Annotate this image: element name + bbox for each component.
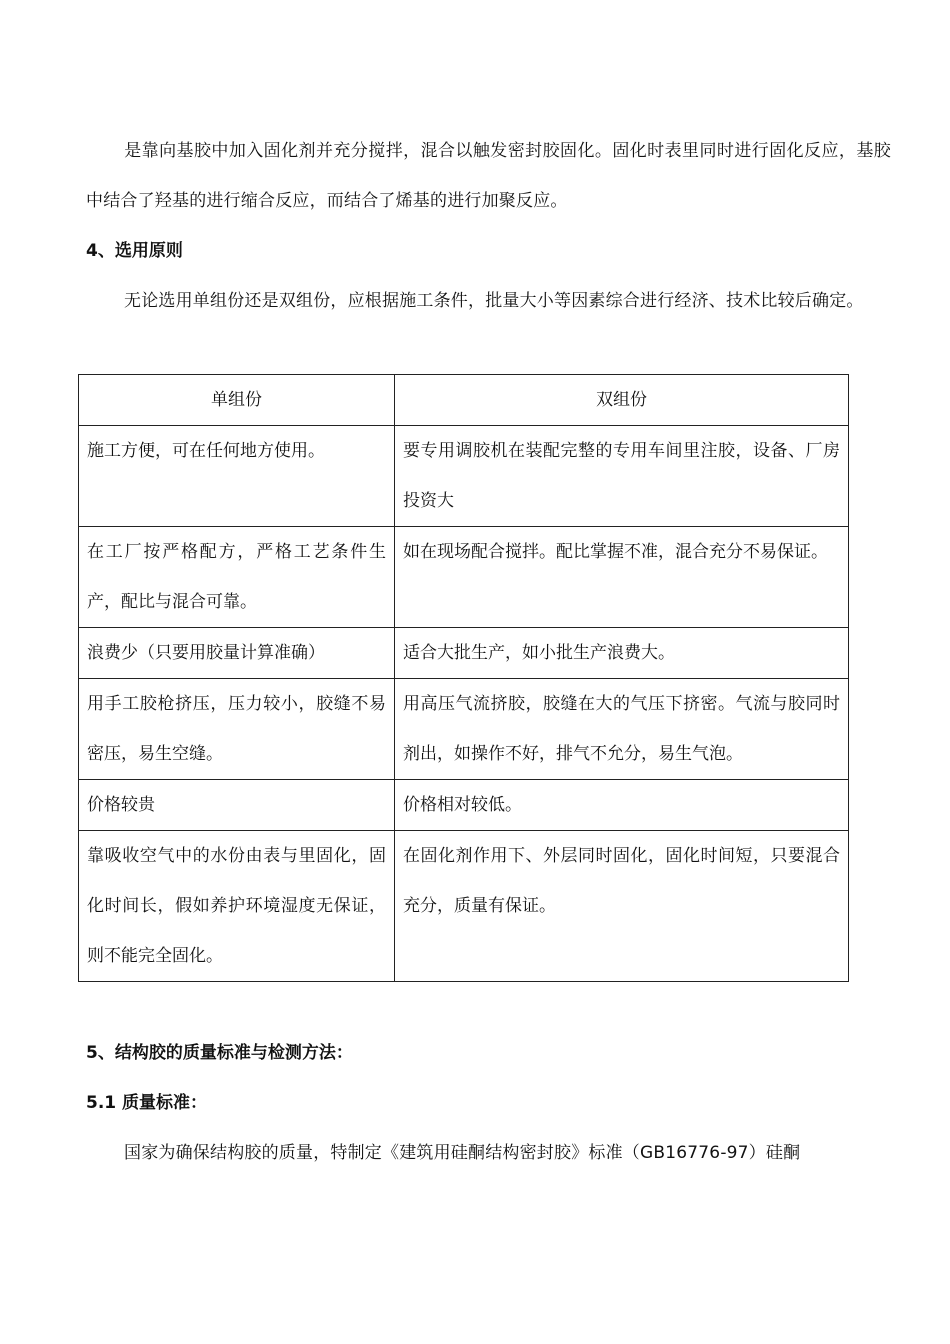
- table-row: [79, 527, 849, 628]
- table-cell: 如在现场配合搅拌。配比掌握不准，混合充分不易保证。: [395, 527, 849, 628]
- intro-paragraph-text: 是靠向基胶中加入固化剂并充分搅拌，混合以触发密封胶固化。固化时表里同时进行固化反应，基胶中结合了羟基的进行缩合反应，而结合了烯基的进行加聚反应。: [86, 141, 891, 211]
- comparison-table: [78, 374, 849, 982]
- header-two-component: 双组份: [395, 375, 849, 426]
- table-row: [79, 426, 849, 527]
- section-5-heading: 5、结构胶的质量标准与检测方法：: [86, 1043, 353, 1063]
- table-cell: 靠吸收空气中的水份由表与里固化，固化时间长，假如养护环境湿度无保证，则不能完全固化。: [79, 831, 395, 982]
- table-cell: 施工方便，可在任何地方使用。: [79, 426, 395, 527]
- table-cell: 价格较贵: [79, 780, 395, 831]
- table-row: [79, 831, 849, 982]
- table-cell: 用高压气流挤胶，胶缝在大的气压下挤密。气流与胶同时剂出，如操作不好，排气不允分，易生气泡。: [395, 679, 849, 780]
- section-4-heading: 4、选用原则: [86, 241, 183, 261]
- header-single-component: 单组份: [79, 375, 395, 426]
- section-5-1-paragraph-text: 国家为确保结构胶的质量，特制定《建筑用硅酮结构密封胶》标准（GB16776-97）硅酮: [124, 1143, 801, 1163]
- section-4-paragraph: [86, 276, 891, 326]
- intro-paragraph: [86, 126, 891, 226]
- table-cell: 用手工胶枪挤压，压力较小，胶缝不易密压，易生空缝。: [79, 679, 395, 780]
- table-cell: 在工厂按严格配方，严格工艺条件生产，配比与混合可靠。: [79, 527, 395, 628]
- table-cell: 在固化剂作用下、外层同时固化，固化时间短，只要混合充分，质量有保证。: [395, 831, 849, 982]
- table-cell: 适合大批生产，如小批生产浪费大。: [395, 628, 849, 679]
- table-header-row: [79, 375, 849, 426]
- table-row: [79, 628, 849, 679]
- section-5-1-heading: 5.1 质量标准：: [86, 1093, 208, 1113]
- table-cell: 要专用调胶机在装配完整的专用车间里注胶，设备、厂房投资大: [395, 426, 849, 527]
- table-cell: 价格相对较低。: [395, 780, 849, 831]
- table-cell: 浪费少（只要用胶量计算准确）: [79, 628, 395, 679]
- table-row: [79, 679, 849, 780]
- section-5-1-paragraph: [86, 1128, 891, 1178]
- table-row: [79, 780, 849, 831]
- section-4-paragraph-text: 无论选用单组份还是双组份，应根据施工条件，批量大小等因素综合进行经济、技术比较后确定。: [124, 291, 864, 311]
